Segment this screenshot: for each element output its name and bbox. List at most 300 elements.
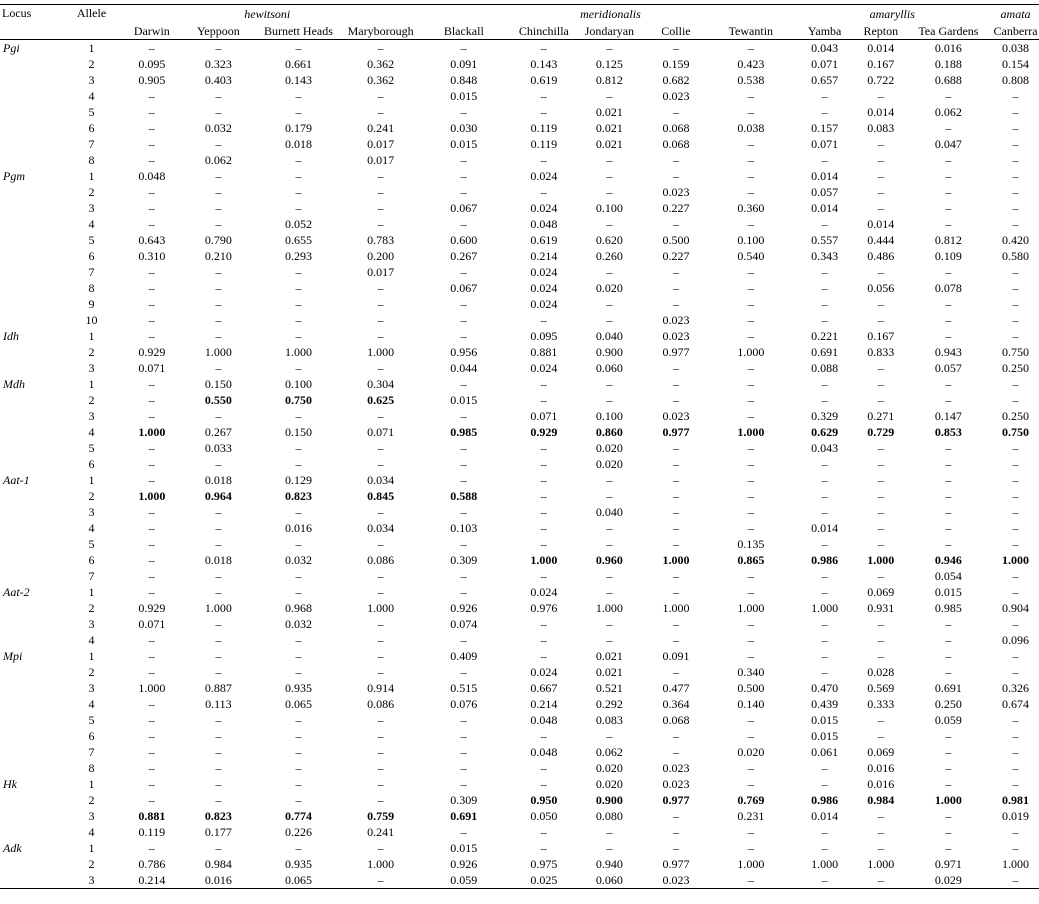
frequency-cell: 0.109 [934,249,962,263]
locus-cell [0,872,64,889]
frequency-cell: – [877,457,884,471]
frequency-cell: – [877,393,884,407]
frequency-cell: 0.403 [204,73,232,87]
frequency-cell: 0.020 [595,761,623,775]
frequency-cell: – [877,809,884,823]
frequency-cell: 0.067 [450,281,478,295]
frequency-cell: 0.067 [450,201,478,215]
frequency-cell: 0.538 [737,73,765,87]
frequency-cell: 0.940 [595,857,623,871]
frequency-cell: 0.025 [512,872,576,889]
frequency-cell: 0.059 [934,713,962,727]
frequency-cell: – [215,105,222,119]
population-header: Chinchilla [512,22,576,40]
frequency-cell: – [747,585,754,599]
group-header-amaryllis: amaryllis [869,6,915,21]
frequency-cell: – [1012,89,1019,103]
allele-cell: 6 [88,249,95,263]
frequency-cell: 0.091 [662,649,690,663]
frequency-cell: – [377,713,384,727]
frequency-cell: – [747,169,754,183]
frequency-cell: 0.179 [284,121,312,135]
frequency-cell: – [540,777,547,791]
frequency-cell: – [606,617,613,631]
frequency-cell: 0.786 [138,857,166,871]
frequency-cell: – [215,313,222,327]
frequency-cell: 1.000 [204,345,232,359]
frequency-cell: – [295,329,302,343]
frequency-cell: – [821,649,828,663]
frequency-cell: – [877,489,884,503]
frequency-cell: – [148,137,155,151]
frequency-cell: 0.068 [662,121,690,135]
frequency-cell: – [945,841,952,855]
table-row [0,840,1039,856]
frequency-cell: – [877,649,884,663]
frequency-cell: 0.439 [811,697,839,711]
locus-cell: Aat-1 [3,473,30,487]
frequency-cell: – [747,713,754,727]
allele-cell: 4 [88,217,95,231]
frequency-cell: – [821,313,828,327]
frequency-cell: 0.515 [450,681,478,695]
frequency-cell: 0.024 [530,201,558,215]
allele-cell: 2 [88,345,95,359]
frequency-cell: – [215,745,222,759]
frequency-cell: 0.065 [252,872,346,889]
frequency-cell: 0.014 [867,41,895,55]
frequency-cell: 0.023 [662,185,690,199]
frequency-cell: 0.619 [530,73,558,87]
frequency-cell: – [148,649,155,663]
frequency-cell: – [672,825,679,839]
table-row [0,88,1039,104]
frequency-cell: – [606,297,613,311]
frequency-cell: – [606,729,613,743]
frequency-cell: – [945,377,952,391]
frequency-cell: – [747,89,754,103]
frequency-cell: – [945,329,952,343]
table-row [0,136,1039,152]
frequency-cell: – [215,361,222,375]
frequency-cell: – [295,409,302,423]
frequency-cell: – [672,665,679,679]
frequency-cell: – [877,729,884,743]
locus-cell [0,696,64,712]
frequency-cell: – [945,777,952,791]
frequency-cell: – [460,633,467,647]
frequency-cell: – [747,473,754,487]
allele-cell: 4 [88,697,95,711]
allele-frequency-table [0,4,1039,889]
frequency-cell: – [148,377,155,391]
frequency-cell: – [877,569,884,583]
frequency-cell: – [1012,153,1019,167]
frequency-cell: – [377,665,384,679]
frequency-cell: 0.657 [811,73,839,87]
population-header: Repton [857,22,905,40]
frequency-cell: – [606,473,613,487]
locus-cell [0,536,64,552]
frequency-cell: – [148,217,155,231]
frequency-cell: – [148,121,155,135]
frequency-cell: 0.661 [284,57,312,71]
locus-cell [0,760,64,776]
frequency-cell: – [1012,473,1019,487]
frequency-cell: – [377,745,384,759]
table-row [0,408,1039,424]
allele-cell: 2 [88,57,95,71]
table-row [0,440,1039,456]
frequency-cell: 0.960 [595,553,623,567]
frequency-cell: – [345,872,416,889]
table-row [0,680,1039,696]
frequency-cell: – [747,313,754,327]
locus-cell [0,632,64,648]
frequency-cell: – [992,872,1039,889]
frequency-cell: – [215,521,222,535]
frequency-cell: 0.977 [662,793,690,807]
frequency-cell: – [460,761,467,775]
table-row [0,488,1039,504]
table-row [0,392,1039,408]
frequency-cell: 1.000 [367,345,395,359]
frequency-cell: – [945,89,952,103]
frequency-cell: – [672,281,679,295]
frequency-cell: – [747,777,754,791]
locus-cell [0,392,64,408]
frequency-cell: – [540,153,547,167]
frequency-cell: – [377,585,384,599]
frequency-cell: – [540,89,547,103]
frequency-cell: – [945,649,952,663]
allele-cell: 5 [88,441,95,455]
frequency-cell: – [148,297,155,311]
frequency-cell: – [945,217,952,231]
allele-cell: 5 [88,105,95,119]
frequency-cell: – [877,137,884,151]
frequency-cell: 0.881 [530,345,558,359]
allele-cell: 4 [88,89,95,103]
frequency-cell: – [672,633,679,647]
frequency-cell: 0.020 [595,457,623,471]
locus-cell: Idh [3,329,19,343]
population-header: Maryborough [345,22,416,40]
frequency-cell: 1.000 [138,489,166,503]
frequency-cell: 0.021 [595,137,623,151]
frequency-cell: – [1012,441,1019,455]
frequency-cell: 0.929 [530,425,558,439]
frequency-cell: 0.016 [185,872,252,889]
frequency-cell: – [1012,217,1019,231]
frequency-cell: – [215,217,222,231]
frequency-cell: – [148,537,155,551]
frequency-cell: 0.600 [450,233,478,247]
allele-cell: 5 [88,537,95,551]
frequency-cell: – [460,441,467,455]
frequency-cell: – [606,521,613,535]
frequency-cell: – [148,313,155,327]
frequency-cell: – [877,377,884,391]
frequency-cell: – [672,105,679,119]
frequency-cell: – [460,41,467,55]
frequency-cell: 0.023 [662,777,690,791]
frequency-cell: – [877,185,884,199]
frequency-cell: – [215,777,222,791]
frequency-cell: 0.071 [138,617,166,631]
frequency-cell: – [148,713,155,727]
frequency-cell: 0.015 [450,841,478,855]
frequency-cell: 0.040 [595,505,623,519]
frequency-cell: – [877,169,884,183]
frequency-cell: 0.071 [811,137,839,151]
frequency-cell: – [460,777,467,791]
frequency-cell: 0.034 [367,521,395,535]
frequency-cell: – [821,265,828,279]
frequency-cell: – [672,297,679,311]
table-row [0,264,1039,280]
allele-cell: 4 [88,521,95,535]
frequency-cell: – [540,841,547,855]
population-header-row [0,22,1039,40]
frequency-cell: – [1012,169,1019,183]
frequency-cell: 0.078 [934,281,962,295]
frequency-cell: – [148,761,155,775]
frequency-cell: – [672,729,679,743]
frequency-cell: – [945,761,952,775]
population-header: Blackall [416,22,512,40]
table-row [0,696,1039,712]
frequency-cell: 0.135 [737,537,765,551]
table-row [0,56,1039,72]
frequency-cell: – [1012,105,1019,119]
table-row [0,600,1039,616]
frequency-cell: 0.083 [595,713,623,727]
locus-cell [0,808,64,824]
frequency-cell: – [540,377,547,391]
frequency-cell: 0.020 [595,281,623,295]
frequency-cell: – [148,441,155,455]
frequency-cell: 0.032 [204,121,232,135]
frequency-cell: – [215,649,222,663]
frequency-cell: – [377,761,384,775]
allele-cell: 6 [88,457,95,471]
frequency-cell: – [747,297,754,311]
frequency-cell: – [1012,313,1019,327]
frequency-cell: – [540,617,547,631]
frequency-cell: – [1012,585,1019,599]
frequency-cell: – [821,281,828,295]
frequency-cell: – [377,313,384,327]
frequency-cell: 0.019 [1002,809,1030,823]
frequency-cell: 0.167 [867,329,895,343]
frequency-cell: – [540,633,547,647]
frequency-cell: 1.000 [737,425,765,439]
frequency-cell: – [460,313,467,327]
frequency-cell: 0.083 [867,121,895,135]
frequency-cell: 0.100 [737,233,765,247]
locus-cell: Hk [3,777,17,791]
locus-cell: Aat-2 [3,585,30,599]
frequency-cell: – [1012,489,1019,503]
frequency-cell: – [295,89,302,103]
frequency-cell: 0.080 [595,809,623,823]
table-row [0,728,1039,744]
frequency-cell: – [148,745,155,759]
frequency-cell: 0.304 [367,377,395,391]
locus-cell [0,616,64,632]
frequency-cell: 1.000 [1002,553,1030,567]
frequency-cell: 0.020 [595,777,623,791]
allele-cell: 9 [88,297,95,311]
frequency-cell: – [747,217,754,231]
frequency-cell: 0.015 [811,729,839,743]
frequency-cell: – [148,185,155,199]
frequency-cell: 0.267 [450,249,478,263]
frequency-cell: – [606,585,613,599]
frequency-cell: – [747,153,754,167]
frequency-cell: 0.125 [595,57,623,71]
table-row [0,472,1039,488]
population-header: Tea Gardens [905,22,992,40]
frequency-cell: 0.823 [204,809,232,823]
frequency-cell: 0.096 [1002,633,1030,647]
frequency-cell: – [215,89,222,103]
locus-cell [0,312,64,328]
population-header: Canberra [993,23,1038,38]
frequency-cell: 0.060 [576,872,643,889]
locus-cell [0,824,64,840]
table-row [0,616,1039,632]
frequency-cell: – [747,185,754,199]
frequency-cell: – [295,649,302,663]
frequency-cell: – [377,729,384,743]
frequency-cell: 0.409 [450,649,478,663]
frequency-cell: – [295,745,302,759]
frequency-cell: – [460,217,467,231]
frequency-cell: – [945,313,952,327]
frequency-cell: 0.853 [934,425,962,439]
frequency-cell: – [672,457,679,471]
frequency-cell: 0.682 [662,73,690,87]
population-header: Darwin [119,22,186,40]
frequency-cell: 0.062 [934,105,962,119]
frequency-cell: – [215,457,222,471]
allele-cell: 2 [88,665,95,679]
frequency-cell: 0.054 [934,569,962,583]
locus-cell [0,568,64,584]
frequency-cell: – [945,729,952,743]
frequency-cell: 0.625 [367,393,395,407]
frequency-cell: – [295,441,302,455]
locus-cell [0,424,64,440]
allele-cell: 2 [88,793,95,807]
frequency-cell: – [792,872,856,889]
frequency-cell: – [821,217,828,231]
frequency-cell: – [877,441,884,455]
frequency-cell: – [377,329,384,343]
frequency-cell: – [821,89,828,103]
frequency-cell: – [295,281,302,295]
frequency-cell: – [295,361,302,375]
frequency-cell: 0.950 [530,793,558,807]
locus-cell [0,456,64,472]
frequency-cell: – [1012,713,1019,727]
frequency-cell: 0.015 [450,393,478,407]
frequency-cell: – [747,841,754,855]
frequency-cell: – [377,297,384,311]
locus-cell [0,72,64,88]
frequency-cell: 1.000 [811,857,839,871]
frequency-cell: 1.000 [367,601,395,615]
locus-cell [0,664,64,680]
frequency-cell: – [377,617,384,631]
table-row [0,808,1039,824]
frequency-cell: – [945,265,952,279]
frequency-cell: – [747,41,754,55]
frequency-cell: – [672,41,679,55]
frequency-cell: – [460,569,467,583]
locus-cell [0,216,64,232]
frequency-cell: 0.790 [204,233,232,247]
frequency-cell: – [672,169,679,183]
frequency-cell: – [821,153,828,167]
frequency-cell: – [606,313,613,327]
frequency-cell: 0.774 [284,809,312,823]
frequency-cell: 0.016 [867,777,895,791]
frequency-cell: – [606,89,613,103]
frequency-cell: – [295,201,302,215]
table-row [0,360,1039,376]
frequency-cell: – [747,633,754,647]
table-row [0,40,1039,57]
frequency-cell: 0.024 [530,169,558,183]
frequency-cell: – [1012,137,1019,151]
frequency-cell: – [606,537,613,551]
frequency-cell: – [540,489,547,503]
frequency-cell: – [672,841,679,855]
frequency-cell: 0.188 [934,57,962,71]
frequency-cell: – [460,729,467,743]
allele-cell: 8 [88,281,95,295]
frequency-cell: 0.048 [530,745,558,759]
frequency-cell: – [877,633,884,647]
allele-cell: 3 [88,505,95,519]
frequency-cell: – [295,169,302,183]
frequency-cell: 0.588 [450,489,478,503]
allele-cell: 1 [88,169,95,183]
frequency-cell: – [672,521,679,535]
frequency-cell: 0.017 [367,137,395,151]
frequency-cell: – [945,185,952,199]
frequency-cell: 0.557 [811,233,839,247]
frequency-cell: – [747,105,754,119]
frequency-cell: 0.069 [867,745,895,759]
frequency-cell: 0.931 [867,601,895,615]
frequency-cell: – [148,569,155,583]
frequency-cell: – [672,537,679,551]
frequency-cell: – [460,665,467,679]
allele-cell: 6 [88,121,95,135]
locus-cell [0,440,64,456]
locus-cell [0,232,64,248]
frequency-cell: – [945,745,952,759]
frequency-cell: 0.750 [1002,345,1030,359]
frequency-cell: 0.150 [284,425,312,439]
allele-cell: 4 [88,825,95,839]
table-row [0,296,1039,312]
frequency-cell: – [1012,569,1019,583]
